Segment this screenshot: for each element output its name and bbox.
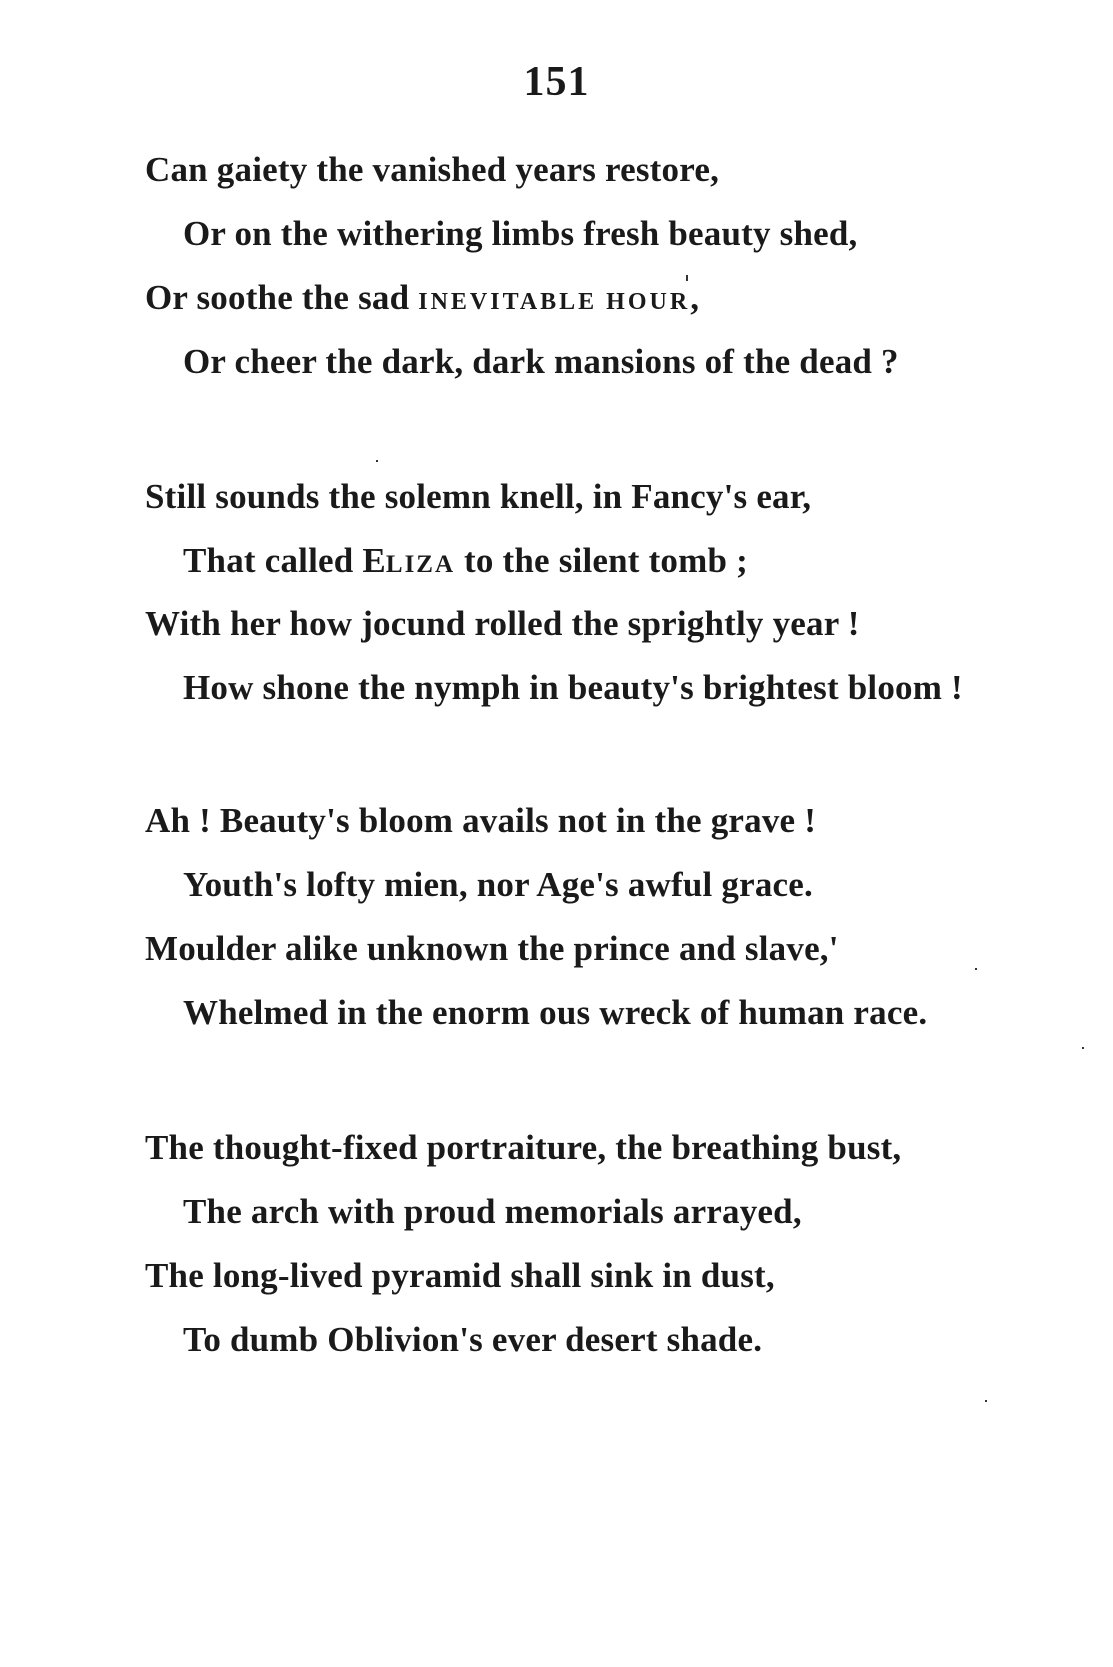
line-text: to the silent tomb ; [455, 541, 748, 580]
poem-line: Can gaiety the vanished years restore, [145, 150, 720, 189]
poem-line: Or on the withering limbs fresh beauty shed, [183, 214, 858, 253]
print-speck [975, 968, 977, 970]
page-number: 151 [523, 59, 590, 105]
print-speck [686, 275, 688, 281]
print-speck [985, 1400, 987, 1402]
poem-line: Moulder alike unknown the prince and slave,' [145, 929, 839, 968]
line-text: That called [183, 541, 363, 580]
print-speck [376, 460, 378, 462]
poem-line: The long-lived pyramid shall sink in dust, [145, 1256, 775, 1295]
poem-line: The thought-fixed portraiture, the breathing bust, [145, 1128, 902, 1167]
poem-line [183, 541, 748, 581]
poem-line: Or cheer the dark, dark mansions of the dead ? [183, 342, 899, 381]
print-speck [1082, 1047, 1084, 1049]
small-caps-phrase: INEVITABLE HOUR [418, 289, 691, 315]
name-rest: LIZA [385, 551, 456, 578]
poem-line: To dumb Oblivion's ever desert shade. [183, 1320, 763, 1359]
poem-line: Ah ! Beauty's bloom avails not in the grave ! [145, 801, 817, 840]
name-initial: E [362, 541, 386, 580]
small-caps-name [362, 541, 455, 580]
poem-line: Youth's lofty mien, nor Age's awful grace. [183, 865, 813, 904]
poem-line: Still sounds the solemn knell, in Fancy's ear, [145, 477, 812, 516]
poem-line: With her how jocund rolled the sprightly year ! [145, 604, 860, 643]
poem-line: Whelmed in the enorm ous wreck of human race. [183, 993, 928, 1032]
poem-line [145, 278, 699, 318]
line-text: Or soothe the sad [145, 278, 419, 317]
poem-line: How shone the nymph in beauty's brightest bloom ! [183, 668, 963, 707]
line-text: , [690, 278, 700, 317]
poem-line: The arch with proud memorials arrayed, [183, 1192, 802, 1231]
